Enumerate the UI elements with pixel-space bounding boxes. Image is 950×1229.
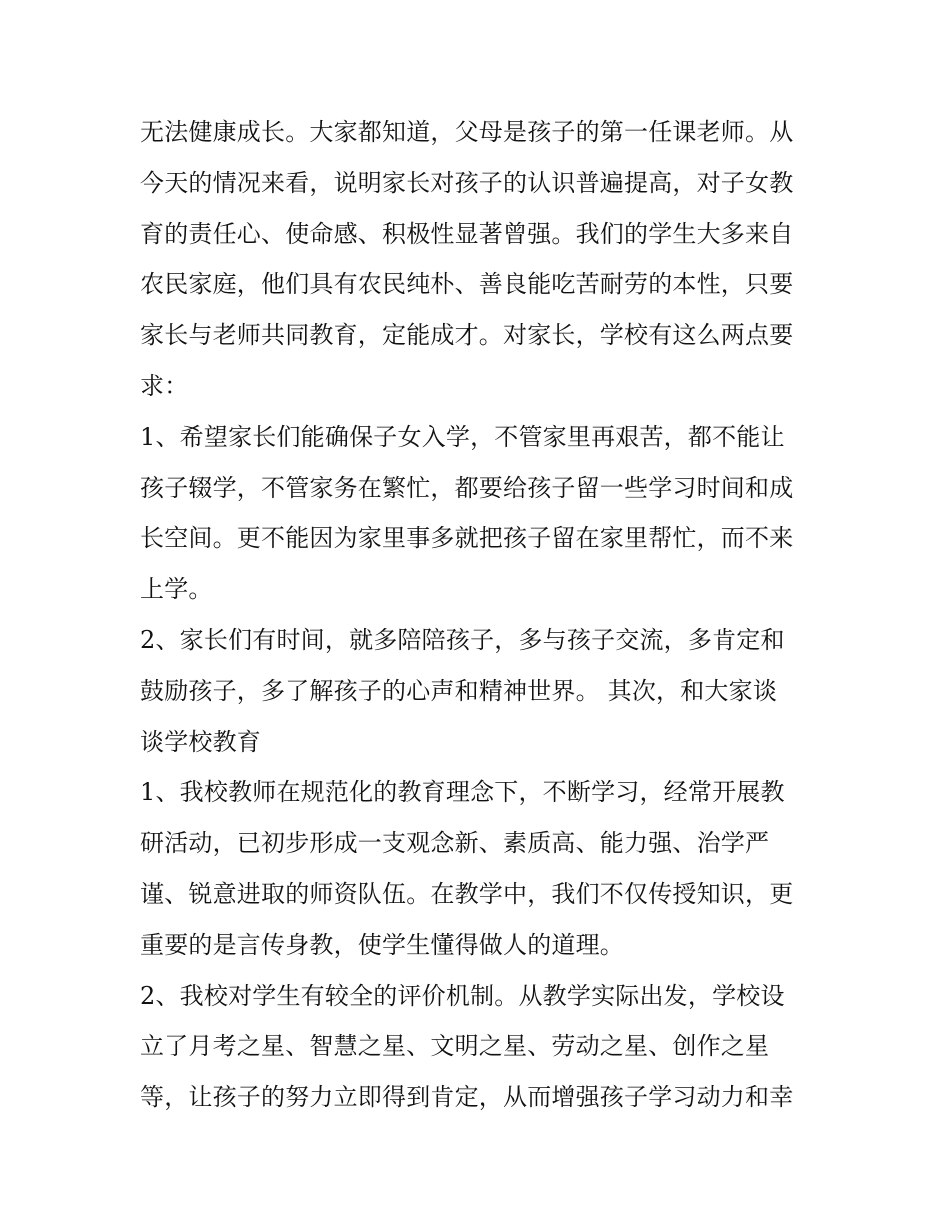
text-line: 2、我校对学生有较全的评价机制。从教学实际出发，学校设: [140, 981, 785, 1010]
text-line: 孩子辍学，不管家务在繁忙，都要给孩子留一些学习时间和成: [140, 473, 794, 502]
text-line: 1、希望家长们能确保子女入学，不管家里再艰苦，都不能让: [140, 422, 785, 451]
text-line: 长空间。更不能因为家里事多就把孩子留在家里帮忙，而不来: [140, 524, 794, 553]
text-line: 重要的是言传身教，使学生懂得做人的道理。: [140, 930, 624, 959]
text-line: 育的责任心、使命感、积极性显著曾强。我们的学生大多来自: [140, 219, 794, 248]
text-line: 求：: [140, 371, 189, 400]
text-line: 立了月考之星、智慧之星、文明之星、劳动之星、创作之星: [140, 1032, 770, 1061]
text-line: 研活动，已初步形成一支观念新、素质高、能力强、治学严: [140, 829, 770, 858]
text-line: 2、家长们有时间，就多陪陪孩子，多与孩子交流，多肯定和: [140, 625, 785, 654]
text-line: 上学。: [140, 575, 213, 604]
text-line: 今天的情况来看，说明家长对孩子的认识普遍提高，对子女教: [140, 168, 794, 197]
text-line: 鼓励孩子，多了解孩子的心声和精神世界。 其次，和大家谈: [140, 676, 778, 705]
text-line: 等，让孩子的努力立即得到肯定，从而增强孩子学习动力和幸: [140, 1083, 794, 1112]
text-line: 1、我校教师在规范化的教育理念下，不断学习，经常开展教: [140, 778, 785, 807]
text-line: 家长与老师共同教育，定能成才。对家长，学校有这么两点要: [140, 321, 794, 350]
text-line: 无法健康成长。大家都知道，父母是孩子的第一任课老师。从: [140, 118, 794, 146]
body-text: [140, 107, 820, 1123]
text-line: 谈学校教育: [140, 727, 261, 756]
text-line: 农民家庭，他们具有农民纯朴、善良能吃苦耐劳的本性，只要: [140, 270, 794, 299]
text-line: 谨、锐意进取的师资队伍。在教学中，我们不仅传授知识，更: [140, 879, 794, 908]
